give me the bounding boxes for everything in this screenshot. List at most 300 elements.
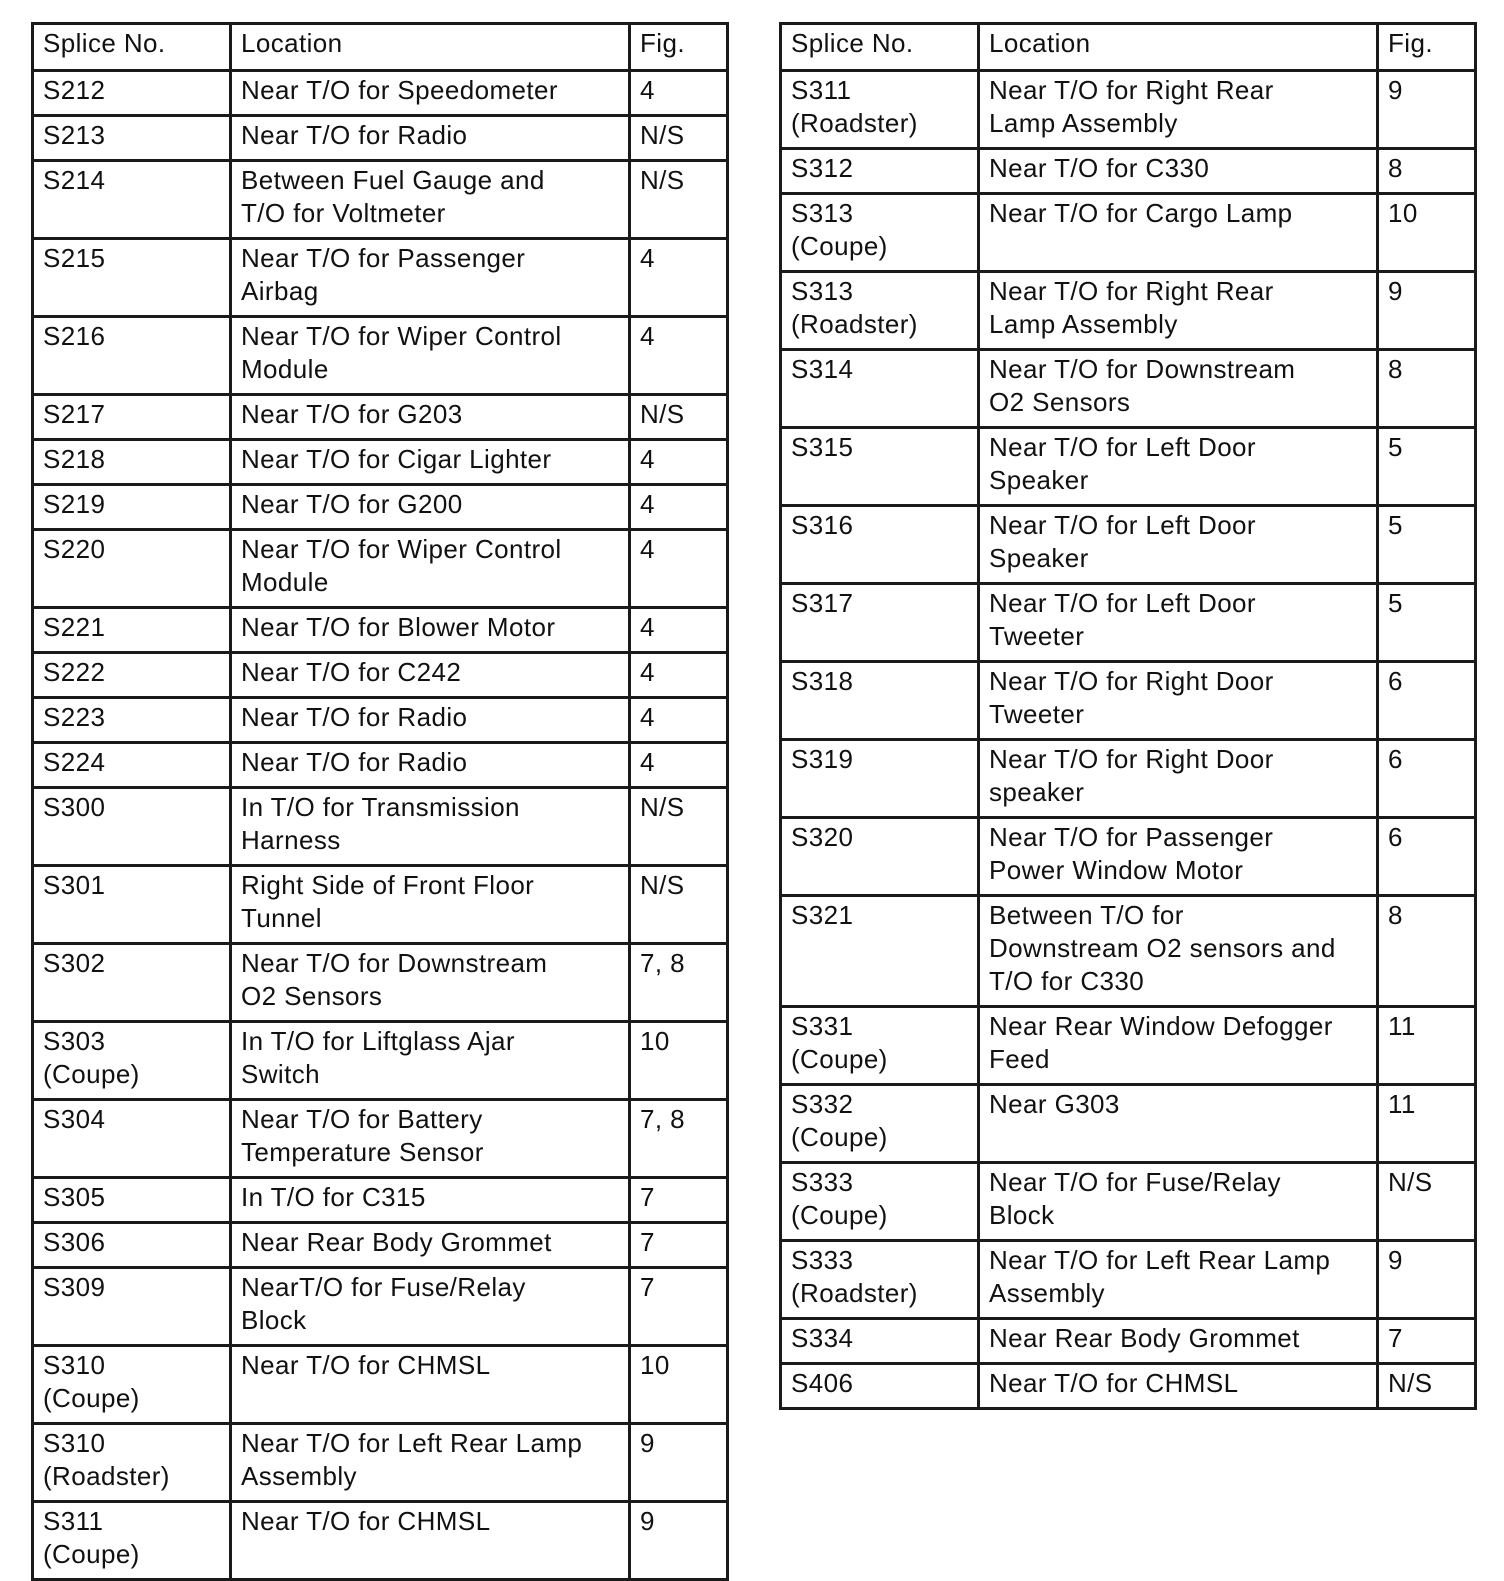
splice-number-cell bbox=[33, 116, 231, 161]
splice-number-cell-text: S305 bbox=[43, 1182, 106, 1212]
fig-cell bbox=[630, 116, 728, 161]
fig-cell bbox=[630, 944, 728, 1022]
location-cell bbox=[979, 1241, 1378, 1319]
location-cell-text: Near T/O for Right Door Tweeter bbox=[989, 666, 1274, 729]
fig-cell-text: 10 bbox=[1388, 198, 1418, 228]
table-row bbox=[33, 1346, 728, 1424]
location-cell bbox=[231, 944, 630, 1022]
splice-number-cell-text: S301 bbox=[43, 870, 106, 900]
splice-number-cell-text: S302 bbox=[43, 948, 106, 978]
splice-table-right-body bbox=[781, 24, 1476, 1409]
fig-cell bbox=[630, 317, 728, 395]
splice-number-cell-text: S224 bbox=[43, 747, 106, 777]
table-row bbox=[781, 272, 1476, 350]
splice-number-cell bbox=[33, 395, 231, 440]
location-cell bbox=[231, 485, 630, 530]
location-cell bbox=[979, 194, 1378, 272]
splice-number-cell bbox=[781, 350, 979, 428]
splice-number-cell-text: S221 bbox=[43, 612, 106, 642]
table-row bbox=[781, 584, 1476, 662]
location-cell-text: Between T/O for Downstream O2 sensors and T/O for C330 bbox=[989, 900, 1336, 996]
table-row bbox=[33, 1022, 728, 1100]
fig-cell bbox=[630, 530, 728, 608]
fig-cell-text: N/S bbox=[1388, 1368, 1433, 1398]
splice-number-cell bbox=[33, 1268, 231, 1346]
splice-number-cell bbox=[33, 530, 231, 608]
splice-number-cell bbox=[33, 1178, 231, 1223]
splice-number-cell bbox=[781, 818, 979, 896]
splice-number-cell bbox=[33, 440, 231, 485]
location-cell-text: Near G303 bbox=[989, 1089, 1120, 1119]
splice-number-cell-text: S406 bbox=[791, 1368, 854, 1398]
fig-cell-text: 6 bbox=[1388, 744, 1403, 774]
location-cell-text: Near Rear Body Grommet bbox=[989, 1323, 1300, 1353]
splice-number-cell-text: S213 bbox=[43, 120, 106, 150]
location-cell bbox=[231, 239, 630, 317]
location-cell-text: Near T/O for Downstream O2 Sensors bbox=[989, 354, 1296, 417]
table-row bbox=[781, 194, 1476, 272]
location-cell-text: Near T/O for Passenger Power Window Motor bbox=[989, 822, 1274, 885]
table-row bbox=[33, 530, 728, 608]
fig-cell bbox=[630, 1268, 728, 1346]
table-row bbox=[781, 350, 1476, 428]
location-cell bbox=[231, 866, 630, 944]
table-row bbox=[33, 395, 728, 440]
location-cell bbox=[231, 788, 630, 866]
splice-number-cell-text: S215 bbox=[43, 243, 106, 273]
fig-cell bbox=[1378, 149, 1476, 194]
location-cell-text: Near T/O for Left Door Tweeter bbox=[989, 588, 1256, 651]
location-cell-text: Near T/O for Right Door speaker bbox=[989, 744, 1274, 807]
table-row bbox=[781, 896, 1476, 1007]
location-cell-text: Near T/O for Cargo Lamp bbox=[989, 198, 1293, 228]
splice-number-cell bbox=[33, 1022, 231, 1100]
fig-cell-text: 7 bbox=[640, 1272, 655, 1302]
location-cell bbox=[231, 698, 630, 743]
fig-cell bbox=[630, 608, 728, 653]
table-row bbox=[33, 1178, 728, 1223]
splice-number-cell-text: S218 bbox=[43, 444, 106, 474]
location-cell-text: Near T/O for Right Rear Lamp Assembly bbox=[989, 276, 1274, 339]
splice-number-cell-text: S320 bbox=[791, 822, 854, 852]
location-cell-text: Near T/O for Blower Motor bbox=[241, 612, 556, 642]
table-row bbox=[33, 743, 728, 788]
splice-number-cell-text: S315 bbox=[791, 432, 854, 462]
splice-number-cell bbox=[781, 272, 979, 350]
fig-cell bbox=[1378, 584, 1476, 662]
location-cell-text: Near T/O for Cigar Lighter bbox=[241, 444, 552, 474]
location-cell-text: Near T/O for Left Rear Lamp Assembly bbox=[989, 1245, 1331, 1308]
fig-cell-text: 4 bbox=[640, 702, 655, 732]
splice-number-cell bbox=[781, 1085, 979, 1163]
location-cell bbox=[979, 506, 1378, 584]
splice-number-cell bbox=[781, 584, 979, 662]
table-row bbox=[33, 1424, 728, 1502]
location-cell bbox=[231, 1268, 630, 1346]
splice-table-right bbox=[779, 22, 1477, 1410]
table-row bbox=[33, 944, 728, 1022]
splice-number-cell-text: S313 (Roadster) bbox=[791, 276, 918, 339]
splice-number-cell bbox=[33, 317, 231, 395]
splice-number-cell-text: S316 bbox=[791, 510, 854, 540]
location-cell bbox=[979, 1364, 1378, 1409]
splice-number-cell bbox=[781, 194, 979, 272]
fig-cell bbox=[1378, 1241, 1476, 1319]
fig-cell-text: 9 bbox=[1388, 276, 1403, 306]
splice-number-cell bbox=[33, 71, 231, 116]
location-cell-text: Between Fuel Gauge and T/O for Voltmeter bbox=[241, 165, 545, 228]
location-cell bbox=[979, 896, 1378, 1007]
fig-cell bbox=[630, 1424, 728, 1502]
fig-cell-text: 8 bbox=[1388, 900, 1403, 930]
fig-cell bbox=[1378, 1319, 1476, 1364]
location-cell-text: Near T/O for Radio bbox=[241, 747, 468, 777]
location-cell-text: Near T/O for Radio bbox=[241, 120, 468, 150]
location-cell bbox=[231, 395, 630, 440]
splice-number-cell-text: S216 bbox=[43, 321, 106, 351]
splice-number-cell-text: S306 bbox=[43, 1227, 106, 1257]
location-cell-text: NearT/O for Fuse/Relay Block bbox=[241, 1272, 526, 1335]
fig-cell-text: 4 bbox=[640, 243, 655, 273]
table-row bbox=[33, 485, 728, 530]
table-row bbox=[33, 71, 728, 116]
fig-cell bbox=[1378, 662, 1476, 740]
fig-cell bbox=[1378, 1085, 1476, 1163]
fig-cell-text: 6 bbox=[1388, 822, 1403, 852]
splice-number-cell bbox=[781, 1319, 979, 1364]
fig-cell bbox=[630, 239, 728, 317]
splice-number-cell bbox=[33, 161, 231, 239]
location-cell-text: In T/O for C315 bbox=[241, 1182, 426, 1212]
location-cell-text: Near T/O for Left Door Speaker bbox=[989, 432, 1256, 495]
fig-cell bbox=[630, 1502, 728, 1580]
splice-number-cell-text: S333 (Roadster) bbox=[791, 1245, 918, 1308]
splice-number-cell-text: S310 (Roadster) bbox=[43, 1428, 170, 1491]
splice-number-cell-text: S319 bbox=[791, 744, 854, 774]
location-cell bbox=[231, 743, 630, 788]
location-cell bbox=[231, 440, 630, 485]
location-cell bbox=[979, 71, 1378, 149]
fig-cell bbox=[1378, 1163, 1476, 1241]
table-row bbox=[781, 428, 1476, 506]
fig-cell-text: 8 bbox=[1388, 354, 1403, 384]
location-cell-text: Near T/O for Downstream O2 Sensors bbox=[241, 948, 548, 1011]
header-fig: Fig. bbox=[1378, 24, 1476, 71]
fig-cell-text: 4 bbox=[640, 657, 655, 687]
fig-cell bbox=[630, 440, 728, 485]
fig-cell bbox=[1378, 740, 1476, 818]
splice-number-cell-text: S331 (Coupe) bbox=[791, 1011, 888, 1074]
table-row bbox=[781, 818, 1476, 896]
location-cell bbox=[979, 428, 1378, 506]
splice-number-cell bbox=[33, 653, 231, 698]
fig-cell-text: 7 bbox=[640, 1182, 655, 1212]
header-splice-no: Splice No. bbox=[33, 24, 231, 71]
fig-cell-text: 11 bbox=[1388, 1089, 1416, 1119]
splice-number-cell-text: S318 bbox=[791, 666, 854, 696]
table-row bbox=[781, 149, 1476, 194]
splice-number-cell-text: S311 (Coupe) bbox=[43, 1506, 140, 1569]
location-cell-text: Near T/O for Battery Temperature Sensor bbox=[241, 1104, 484, 1167]
table-row bbox=[781, 71, 1476, 149]
fig-cell-text: 9 bbox=[1388, 1245, 1403, 1275]
fig-cell-text: 9 bbox=[1388, 75, 1403, 105]
location-cell-text: Near T/O for Fuse/Relay Block bbox=[989, 1167, 1281, 1230]
splice-number-cell bbox=[781, 428, 979, 506]
location-cell-text: Near T/O for CHMSL bbox=[241, 1506, 491, 1536]
location-cell-text: In T/O for Transmission Harness bbox=[241, 792, 520, 855]
fig-cell bbox=[1378, 350, 1476, 428]
table-row bbox=[781, 662, 1476, 740]
fig-cell bbox=[630, 485, 728, 530]
fig-cell-text: 4 bbox=[640, 534, 655, 564]
splice-number-cell bbox=[33, 1100, 231, 1178]
fig-cell-text: 7 bbox=[640, 1227, 655, 1257]
table-row bbox=[33, 1100, 728, 1178]
fig-cell bbox=[630, 395, 728, 440]
fig-cell-text: 6 bbox=[1388, 666, 1403, 696]
splice-number-cell-text: S223 bbox=[43, 702, 106, 732]
fig-cell bbox=[630, 1178, 728, 1223]
fig-cell bbox=[1378, 896, 1476, 1007]
fig-cell bbox=[630, 71, 728, 116]
location-cell bbox=[979, 1319, 1378, 1364]
fig-cell-text: 7, 8 bbox=[640, 948, 685, 978]
location-cell-text: Near T/O for Radio bbox=[241, 702, 468, 732]
location-cell-text: Near T/O for CHMSL bbox=[989, 1368, 1239, 1398]
fig-cell bbox=[630, 1022, 728, 1100]
location-cell bbox=[979, 272, 1378, 350]
fig-cell-text: N/S bbox=[640, 120, 685, 150]
table-header-row bbox=[781, 24, 1476, 71]
fig-cell-text: 4 bbox=[640, 612, 655, 642]
splice-number-cell bbox=[781, 1163, 979, 1241]
splice-number-cell-text: S222 bbox=[43, 657, 106, 687]
fig-cell bbox=[1378, 818, 1476, 896]
splice-number-cell-text: S303 (Coupe) bbox=[43, 1026, 140, 1089]
splice-number-cell-text: S309 bbox=[43, 1272, 106, 1302]
fig-cell-text: 10 bbox=[640, 1026, 670, 1056]
splice-number-cell bbox=[781, 149, 979, 194]
splice-number-cell bbox=[33, 1502, 231, 1580]
table-row bbox=[781, 506, 1476, 584]
fig-cell bbox=[630, 161, 728, 239]
splice-number-cell-text: S312 bbox=[791, 153, 854, 183]
location-cell bbox=[231, 1346, 630, 1424]
fig-cell bbox=[1378, 71, 1476, 149]
location-cell bbox=[231, 1022, 630, 1100]
splice-number-cell bbox=[33, 743, 231, 788]
fig-cell-text: 4 bbox=[640, 75, 655, 105]
fig-cell-text: 7 bbox=[1388, 1323, 1403, 1353]
location-cell-text: Near T/O for Passenger Airbag bbox=[241, 243, 526, 306]
fig-cell-text: 4 bbox=[640, 489, 655, 519]
fig-cell bbox=[630, 866, 728, 944]
header-fig: Fig. bbox=[630, 24, 728, 71]
fig-cell bbox=[1378, 1007, 1476, 1085]
location-cell bbox=[231, 1502, 630, 1580]
table-row bbox=[33, 440, 728, 485]
fig-cell-text: 4 bbox=[640, 444, 655, 474]
table-row bbox=[781, 1241, 1476, 1319]
table-row bbox=[33, 1268, 728, 1346]
location-cell-text: Near T/O for Left Door Speaker bbox=[989, 510, 1256, 573]
header-splice-no: Splice No. bbox=[781, 24, 979, 71]
location-cell-text: Near Rear Body Grommet bbox=[241, 1227, 552, 1257]
splice-number-cell bbox=[33, 608, 231, 653]
location-cell bbox=[979, 584, 1378, 662]
location-cell bbox=[231, 317, 630, 395]
fig-cell bbox=[1378, 272, 1476, 350]
splice-number-cell-text: S311 (Roadster) bbox=[791, 75, 918, 138]
splice-number-cell bbox=[33, 866, 231, 944]
fig-cell-text: 8 bbox=[1388, 153, 1403, 183]
fig-cell-text: 9 bbox=[640, 1506, 655, 1536]
table-row bbox=[33, 116, 728, 161]
table-row bbox=[33, 653, 728, 698]
fig-cell bbox=[1378, 506, 1476, 584]
table-row bbox=[781, 1007, 1476, 1085]
fig-cell-text: 4 bbox=[640, 321, 655, 351]
location-cell-text: Near T/O for Left Rear Lamp Assembly bbox=[241, 1428, 583, 1491]
splice-table-left-body bbox=[33, 24, 728, 1580]
fig-cell-text: 10 bbox=[640, 1350, 670, 1380]
location-cell bbox=[231, 116, 630, 161]
fig-cell-text: N/S bbox=[640, 870, 685, 900]
table-row bbox=[33, 866, 728, 944]
location-cell-text: Near T/O for C242 bbox=[241, 657, 462, 687]
splice-number-cell bbox=[33, 1424, 231, 1502]
splice-number-cell-text: S313 (Coupe) bbox=[791, 198, 888, 261]
splice-number-cell bbox=[33, 1223, 231, 1268]
fig-cell-text: N/S bbox=[1388, 1167, 1433, 1197]
location-cell bbox=[979, 1007, 1378, 1085]
splice-number-cell bbox=[781, 1241, 979, 1319]
location-cell bbox=[231, 161, 630, 239]
location-cell bbox=[231, 1100, 630, 1178]
fig-cell bbox=[1378, 428, 1476, 506]
splice-number-cell-text: S317 bbox=[791, 588, 854, 618]
splice-number-cell-text: S333 (Coupe) bbox=[791, 1167, 888, 1230]
location-cell bbox=[231, 1178, 630, 1223]
fig-cell bbox=[630, 1100, 728, 1178]
location-cell-text: Near T/O for Right Rear Lamp Assembly bbox=[989, 75, 1274, 138]
splice-number-cell-text: S214 bbox=[43, 165, 106, 195]
splice-number-cell-text: S310 (Coupe) bbox=[43, 1350, 140, 1413]
splice-number-cell bbox=[33, 698, 231, 743]
splice-number-cell bbox=[781, 662, 979, 740]
header-location: Location bbox=[979, 24, 1378, 71]
splice-number-cell bbox=[33, 944, 231, 1022]
location-cell bbox=[979, 818, 1378, 896]
location-cell bbox=[231, 1424, 630, 1502]
fig-cell bbox=[1378, 1364, 1476, 1409]
splice-number-cell-text: S334 bbox=[791, 1323, 854, 1353]
table-row bbox=[781, 740, 1476, 818]
location-cell-text: Near T/O for G200 bbox=[241, 489, 463, 519]
location-cell bbox=[231, 1223, 630, 1268]
table-row bbox=[781, 1163, 1476, 1241]
fig-cell bbox=[630, 788, 728, 866]
fig-cell bbox=[1378, 194, 1476, 272]
location-cell bbox=[231, 608, 630, 653]
splice-number-cell bbox=[33, 239, 231, 317]
location-cell-text: Near T/O for Speedometer bbox=[241, 75, 558, 105]
location-cell bbox=[231, 530, 630, 608]
fig-cell bbox=[630, 653, 728, 698]
location-cell bbox=[231, 71, 630, 116]
splice-number-cell bbox=[33, 485, 231, 530]
fig-cell bbox=[630, 743, 728, 788]
fig-cell-text: 7, 8 bbox=[640, 1104, 685, 1134]
table-row bbox=[33, 239, 728, 317]
table-row bbox=[781, 1085, 1476, 1163]
location-cell-text: Near T/O for Wiper Control Module bbox=[241, 321, 562, 384]
splice-number-cell-text: S332 (Coupe) bbox=[791, 1089, 888, 1152]
splice-number-cell bbox=[33, 1346, 231, 1424]
splice-number-cell-text: S219 bbox=[43, 489, 106, 519]
location-cell bbox=[979, 1163, 1378, 1241]
table-row bbox=[33, 1223, 728, 1268]
splice-number-cell-text: S314 bbox=[791, 354, 854, 384]
splice-number-cell bbox=[781, 1364, 979, 1409]
location-cell bbox=[979, 1085, 1378, 1163]
fig-cell-text: 5 bbox=[1388, 432, 1403, 462]
location-cell-text: Near T/O for Wiper Control Module bbox=[241, 534, 562, 597]
fig-cell-text: 5 bbox=[1388, 510, 1403, 540]
table-row bbox=[781, 1319, 1476, 1364]
splice-number-cell bbox=[781, 1007, 979, 1085]
location-cell-text: Near Rear Window Defogger Feed bbox=[989, 1011, 1333, 1074]
fig-cell bbox=[630, 698, 728, 743]
location-cell bbox=[979, 149, 1378, 194]
splice-number-cell bbox=[33, 788, 231, 866]
splice-number-cell-text: S304 bbox=[43, 1104, 106, 1134]
header-location: Location bbox=[231, 24, 630, 71]
table-row bbox=[33, 788, 728, 866]
table-row bbox=[33, 698, 728, 743]
splice-table-left bbox=[31, 22, 729, 1581]
location-cell-text: Near T/O for C330 bbox=[989, 153, 1210, 183]
fig-cell bbox=[630, 1346, 728, 1424]
location-cell bbox=[979, 740, 1378, 818]
splice-number-cell-text: S321 bbox=[791, 900, 854, 930]
splice-number-cell-text: S220 bbox=[43, 534, 106, 564]
splice-number-cell bbox=[781, 506, 979, 584]
location-cell bbox=[979, 662, 1378, 740]
table-row bbox=[781, 1364, 1476, 1409]
table-row bbox=[33, 1502, 728, 1580]
splice-number-cell-text: S300 bbox=[43, 792, 106, 822]
fig-cell-text: 9 bbox=[640, 1428, 655, 1458]
location-cell-text: Near T/O for G203 bbox=[241, 399, 463, 429]
splice-number-cell bbox=[781, 896, 979, 1007]
table-row bbox=[33, 161, 728, 239]
fig-cell-text: N/S bbox=[640, 792, 685, 822]
location-cell bbox=[231, 653, 630, 698]
splice-number-cell bbox=[781, 740, 979, 818]
fig-cell-text: N/S bbox=[640, 399, 685, 429]
fig-cell-text: 11 bbox=[1388, 1011, 1416, 1041]
splice-number-cell-text: S212 bbox=[43, 75, 106, 105]
fig-cell-text: 4 bbox=[640, 747, 655, 777]
fig-cell-text: 5 bbox=[1388, 588, 1403, 618]
fig-cell bbox=[630, 1223, 728, 1268]
splice-number-cell bbox=[781, 71, 979, 149]
table-row bbox=[33, 608, 728, 653]
table-header-row bbox=[33, 24, 728, 71]
location-cell bbox=[979, 350, 1378, 428]
